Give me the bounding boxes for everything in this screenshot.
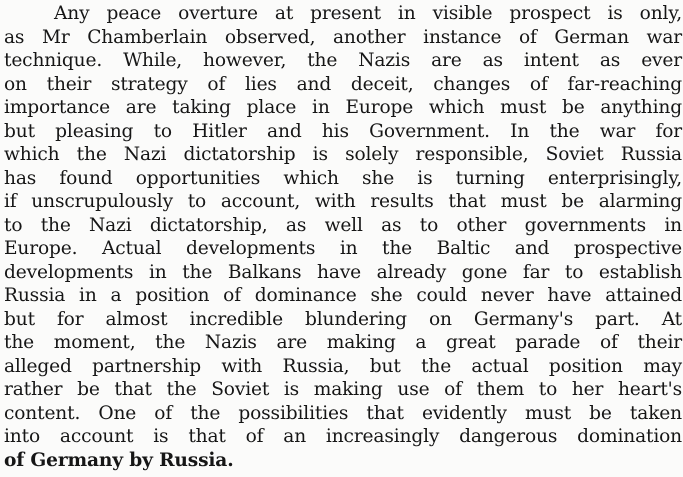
article-line: the moment, the Nazis are making a great parade of their: [4, 332, 682, 353]
article-line: rather be that the Soviet is making use of them to her heart's: [4, 379, 682, 400]
article-paragraph: [4, 2, 682, 472]
article-line: as Mr Chamberlain observed, another instance of German war: [4, 26, 682, 48]
article-line: developments in the Balkans have already gone far to establish: [4, 261, 682, 283]
article-line: importance are taking place in Europe which must be anything: [4, 97, 682, 118]
article-line: has found opportunities which she is turning enterprisingly,: [4, 167, 682, 189]
article-line: but pleasing to Hitler and his Government. In the war for: [4, 120, 682, 142]
article-line: Any peace overture at present in visible prospect is only,: [54, 3, 682, 24]
article-line: to the Nazi dictatorship, as well as to other governments in: [4, 214, 682, 236]
article-line: technique. While, however, the Nazis are as intent as ever: [4, 50, 682, 71]
article-line: if unscrupulously to account, with results that must be alarming: [4, 191, 682, 212]
article-line: but for almost incredible blundering on Germany's part. At: [4, 308, 682, 330]
article-line: on their strategy of lies and deceit, changes of far-reaching: [4, 73, 682, 95]
article-line: Europe. Actual developments in the Baltic and prospective: [4, 238, 682, 259]
article-line: Russia in a position of dominance she could never have attained: [4, 285, 682, 306]
article-line: alleged partnership with Russia, but the actual position may: [4, 355, 682, 377]
article-line: which the Nazi dictatorship is solely responsible, Soviet Russia: [4, 144, 682, 165]
article-line: content. One of the possibilities that evidently must be taken: [4, 402, 682, 424]
article-line: of Germany by Russia.: [4, 449, 234, 471]
article-line: into account is that of an increasingly dangerous domination: [4, 426, 682, 447]
